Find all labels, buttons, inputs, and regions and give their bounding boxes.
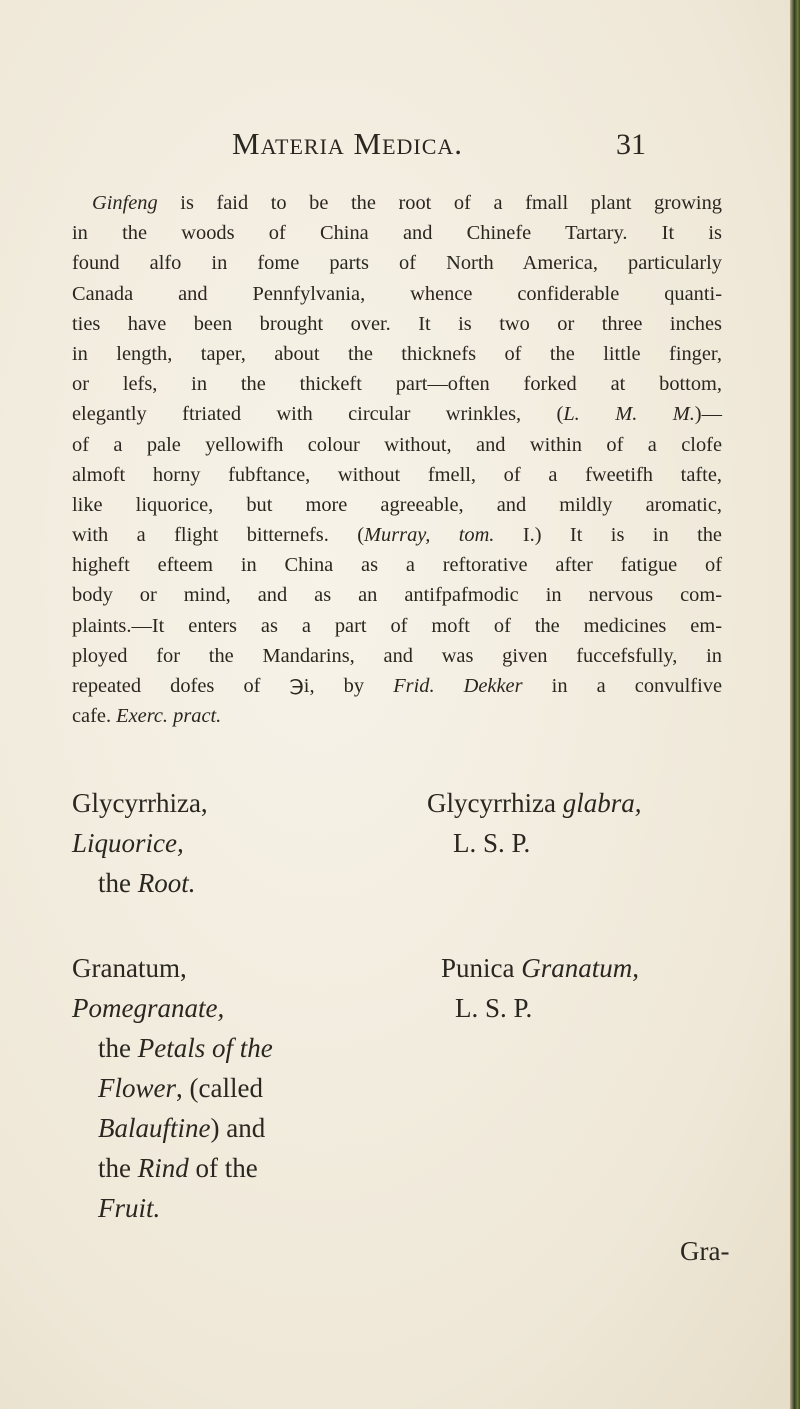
line-text: with a flight bitternefs. ( xyxy=(72,524,365,547)
paragraph-line: ties have been brought over. It is two or three inches xyxy=(72,312,722,335)
linnaean-reference: L. S. P. xyxy=(453,828,531,858)
paragraph-line: almoft horny fubftance, without fmell, of a fweetifh tafte, xyxy=(72,463,722,486)
paragraph-line xyxy=(72,399,722,429)
entry-part-used: Balauftine) and xyxy=(98,1113,266,1143)
line-text: repeated dofes of ℈i, by xyxy=(72,675,394,697)
paragraph-line xyxy=(72,701,722,731)
paragraph-line xyxy=(72,671,722,701)
line-text: in a convulfive xyxy=(522,675,722,697)
catchword: Gra- xyxy=(680,1236,730,1266)
paragraph-line xyxy=(72,188,722,218)
entry-part-used: Fruit. xyxy=(98,1193,161,1223)
entry-common-name: Liquorice, xyxy=(72,828,184,858)
entry-punica-linnaean xyxy=(441,948,639,1028)
running-head xyxy=(0,126,800,176)
paragraph-line: found alfo in fome parts of North America, particularly xyxy=(72,252,722,275)
linnaean-reference: L. S. P. xyxy=(455,993,533,1023)
linnaean-name: Glycyrrhiza glabra, xyxy=(427,788,642,818)
linnaean-name: Punica Granatum, xyxy=(441,953,640,983)
entry-glycyrrhiza-officinal xyxy=(72,783,208,903)
italic-term: Ginfeng xyxy=(92,192,158,214)
entry-name: Granatum, xyxy=(72,953,187,983)
line-text: )— xyxy=(694,403,722,426)
entry-granatum-officinal xyxy=(72,948,273,1228)
line-text: elegantly ftriated with circular wrinkles, ( xyxy=(72,403,564,426)
entry-common-name: Pomegranate, xyxy=(72,993,225,1023)
paragraph-line: in length, taper, about the thicknefs of the little finger, xyxy=(72,342,722,365)
page-number: 31 xyxy=(616,128,646,161)
entry-part-used: the Petals of the xyxy=(98,1033,273,1063)
paragraph-line: or lefs, in the thickeft part—often forked at bottom, xyxy=(72,373,722,396)
entry-part-used: the Rind of the xyxy=(98,1153,258,1183)
paragraph-line: in the woods of China and Chinefe Tartary. It is xyxy=(72,222,722,245)
page-binding-edge xyxy=(790,0,800,1409)
paragraph-line: Canada and Pennfylvania, whence confiderable quanti- xyxy=(72,282,722,305)
paragraph-line: plaints.—It enters as a part of moft of the medicines em- xyxy=(72,614,722,637)
running-head-title: Materia Medica. xyxy=(232,126,464,161)
paragraph-line xyxy=(72,520,722,550)
paragraph-line: of a pale yellowifh colour without, and within of a clofe xyxy=(72,433,722,456)
paragraph-line: like liquorice, but more agreeable, and mildly aromatic, xyxy=(72,493,722,516)
paragraph-line: body or mind, and as an antifpafmodic in nervous com- xyxy=(72,584,722,607)
entry-part-used: Flower, (called xyxy=(98,1073,263,1103)
line-text: I.) It is in the xyxy=(494,524,722,547)
italic-citation: L. M. M. xyxy=(563,403,695,426)
entry-part-used: the Root. xyxy=(98,868,196,898)
italic-citation: Murray, tom. xyxy=(364,524,495,547)
line-text: is faid to be the root of a fmall plant growing xyxy=(157,192,722,214)
italic-citation: Frid. Dekker xyxy=(393,675,523,697)
paragraph-line: higheft efteem in China as a reftorative after fatigue of xyxy=(72,554,722,577)
line-text: cafe. xyxy=(72,705,117,728)
paragraph-line: ployed for the Mandarins, and was given fuccefsfully, in xyxy=(72,644,722,667)
italic-citation: Exerc. pract. xyxy=(116,705,222,728)
entry-glycyrrhiza-linnaean xyxy=(427,783,641,863)
ginseng-paragraph xyxy=(72,188,722,731)
entry-name: Glycyrrhiza, xyxy=(72,788,208,818)
